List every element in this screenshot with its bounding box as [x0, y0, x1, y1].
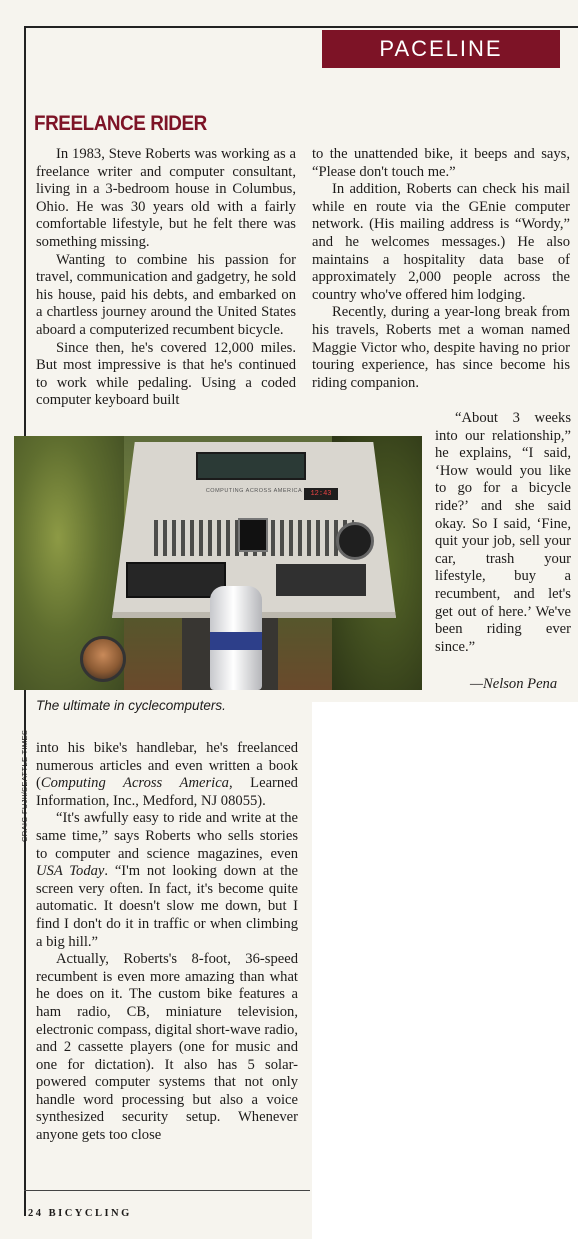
- paragraph: In addition, Roberts can check his mail while en route via the GEnie computer network. (His mailing address is “Wordy,” and he welcomes messages.) He also maintains a hospitality data base of approximately 2,000 people across the country who've offered him lodging.: [312, 181, 570, 303]
- rider-portrait-inset: [80, 636, 126, 682]
- bottom-rule: [24, 1190, 310, 1191]
- photo-credit: CRAIG FUJII/SEATTLE TIMES: [20, 729, 29, 842]
- paragraph: In 1983, Steve Roberts was working as a freelance writer and computer consultant, living in a 3-bedroom house in Columbus, Ohio. He was 30 years old with a fairly comfortable lifestyle, but he felt there was something missing.: [36, 146, 296, 250]
- shortwave-radio: [276, 564, 366, 596]
- column-2: [312, 146, 570, 392]
- led-display: 12:43: [304, 488, 338, 500]
- bike-computer-photo: [14, 436, 422, 690]
- text-run: into his bike's handlebar, he's freelanced numerous articles and even written a book (: [36, 740, 298, 792]
- small-monitor: [238, 518, 268, 552]
- console-screen: [196, 452, 306, 480]
- compass-gauge: [336, 522, 374, 560]
- text-run: . “I'm not looking down at the screen very often. In fact, it's become quite automatic. It doesn't slow me down, but I find I don't do it in traffic or when climbing a big hill.”: [36, 863, 299, 950]
- quote-paragraph: “About 3 weeks into our relationship,” he explains, “I said, ‘How would you like to go for a bicycle ride?’ and she said okay. So I said, ‘Fine, quit your job, sell your car, trash your lifestyle, buy a recumbent, and let's get out of here.’ We've been riding ever since.”: [435, 410, 571, 655]
- section-banner: PACELINE: [322, 30, 560, 68]
- top-rule: [24, 26, 578, 28]
- text-run: “It's awfully easy to ride and write at the same time,” says Roberts who sells stories to computer and science magazines, even: [36, 810, 298, 862]
- console-label: COMPUTING ACROSS AMERICA: [205, 488, 303, 494]
- photo-caption: The ultimate in cyclecomputers.: [36, 698, 226, 713]
- bottle-band: [210, 632, 262, 650]
- author-signature: —Nelson Pena: [470, 676, 558, 692]
- paragraph: Wanting to combine his passion for travel, communication and gadgetry, he sold his house, paid his debts, and embarked on a chartless journey around the United States aboard a computerized recumbent bicycle.: [36, 251, 296, 338]
- column-3: [36, 740, 298, 1145]
- book-title: Computing Across America: [40, 775, 229, 792]
- paragraph: [36, 740, 298, 810]
- column-2-continued: [435, 410, 571, 656]
- column-1: [36, 146, 296, 410]
- paragraph: Recently, during a year-long break from his travels, Roberts met a woman named Maggie Victor who, despite having no prior touring experience, has since become his riding companion.: [312, 304, 570, 391]
- paragraph: to the unattended bike, it beeps and says, “Please don't touch me.”: [312, 146, 570, 180]
- page-folio: 24 BICYCLING: [28, 1208, 132, 1219]
- article-headline: FREELANCE RIDER: [34, 112, 207, 135]
- publication-name: USA Today: [36, 863, 105, 880]
- paragraph: [36, 810, 298, 951]
- text-run: , Learned Information, Inc., Medford, NJ 08055).: [36, 775, 298, 809]
- paragraph: Since then, he's covered 12,000 miles. But most impressive is that he's continued to work while pedaling. Using a coded computer keyboard built: [36, 339, 296, 409]
- paragraph: Actually, Roberts's 8-foot, 36-speed recumbent is even more amazing than what he does on it. The custom bike features a ham radio, CB, miniature television, electronic compass, digital short-wave radio, and 2 cassette players (one for music and one for dictation). It also has 5 solar-powered computer systems that not only handle word processing but also a voice synthesized security setup. Whenever anyone gets too close: [36, 951, 298, 1144]
